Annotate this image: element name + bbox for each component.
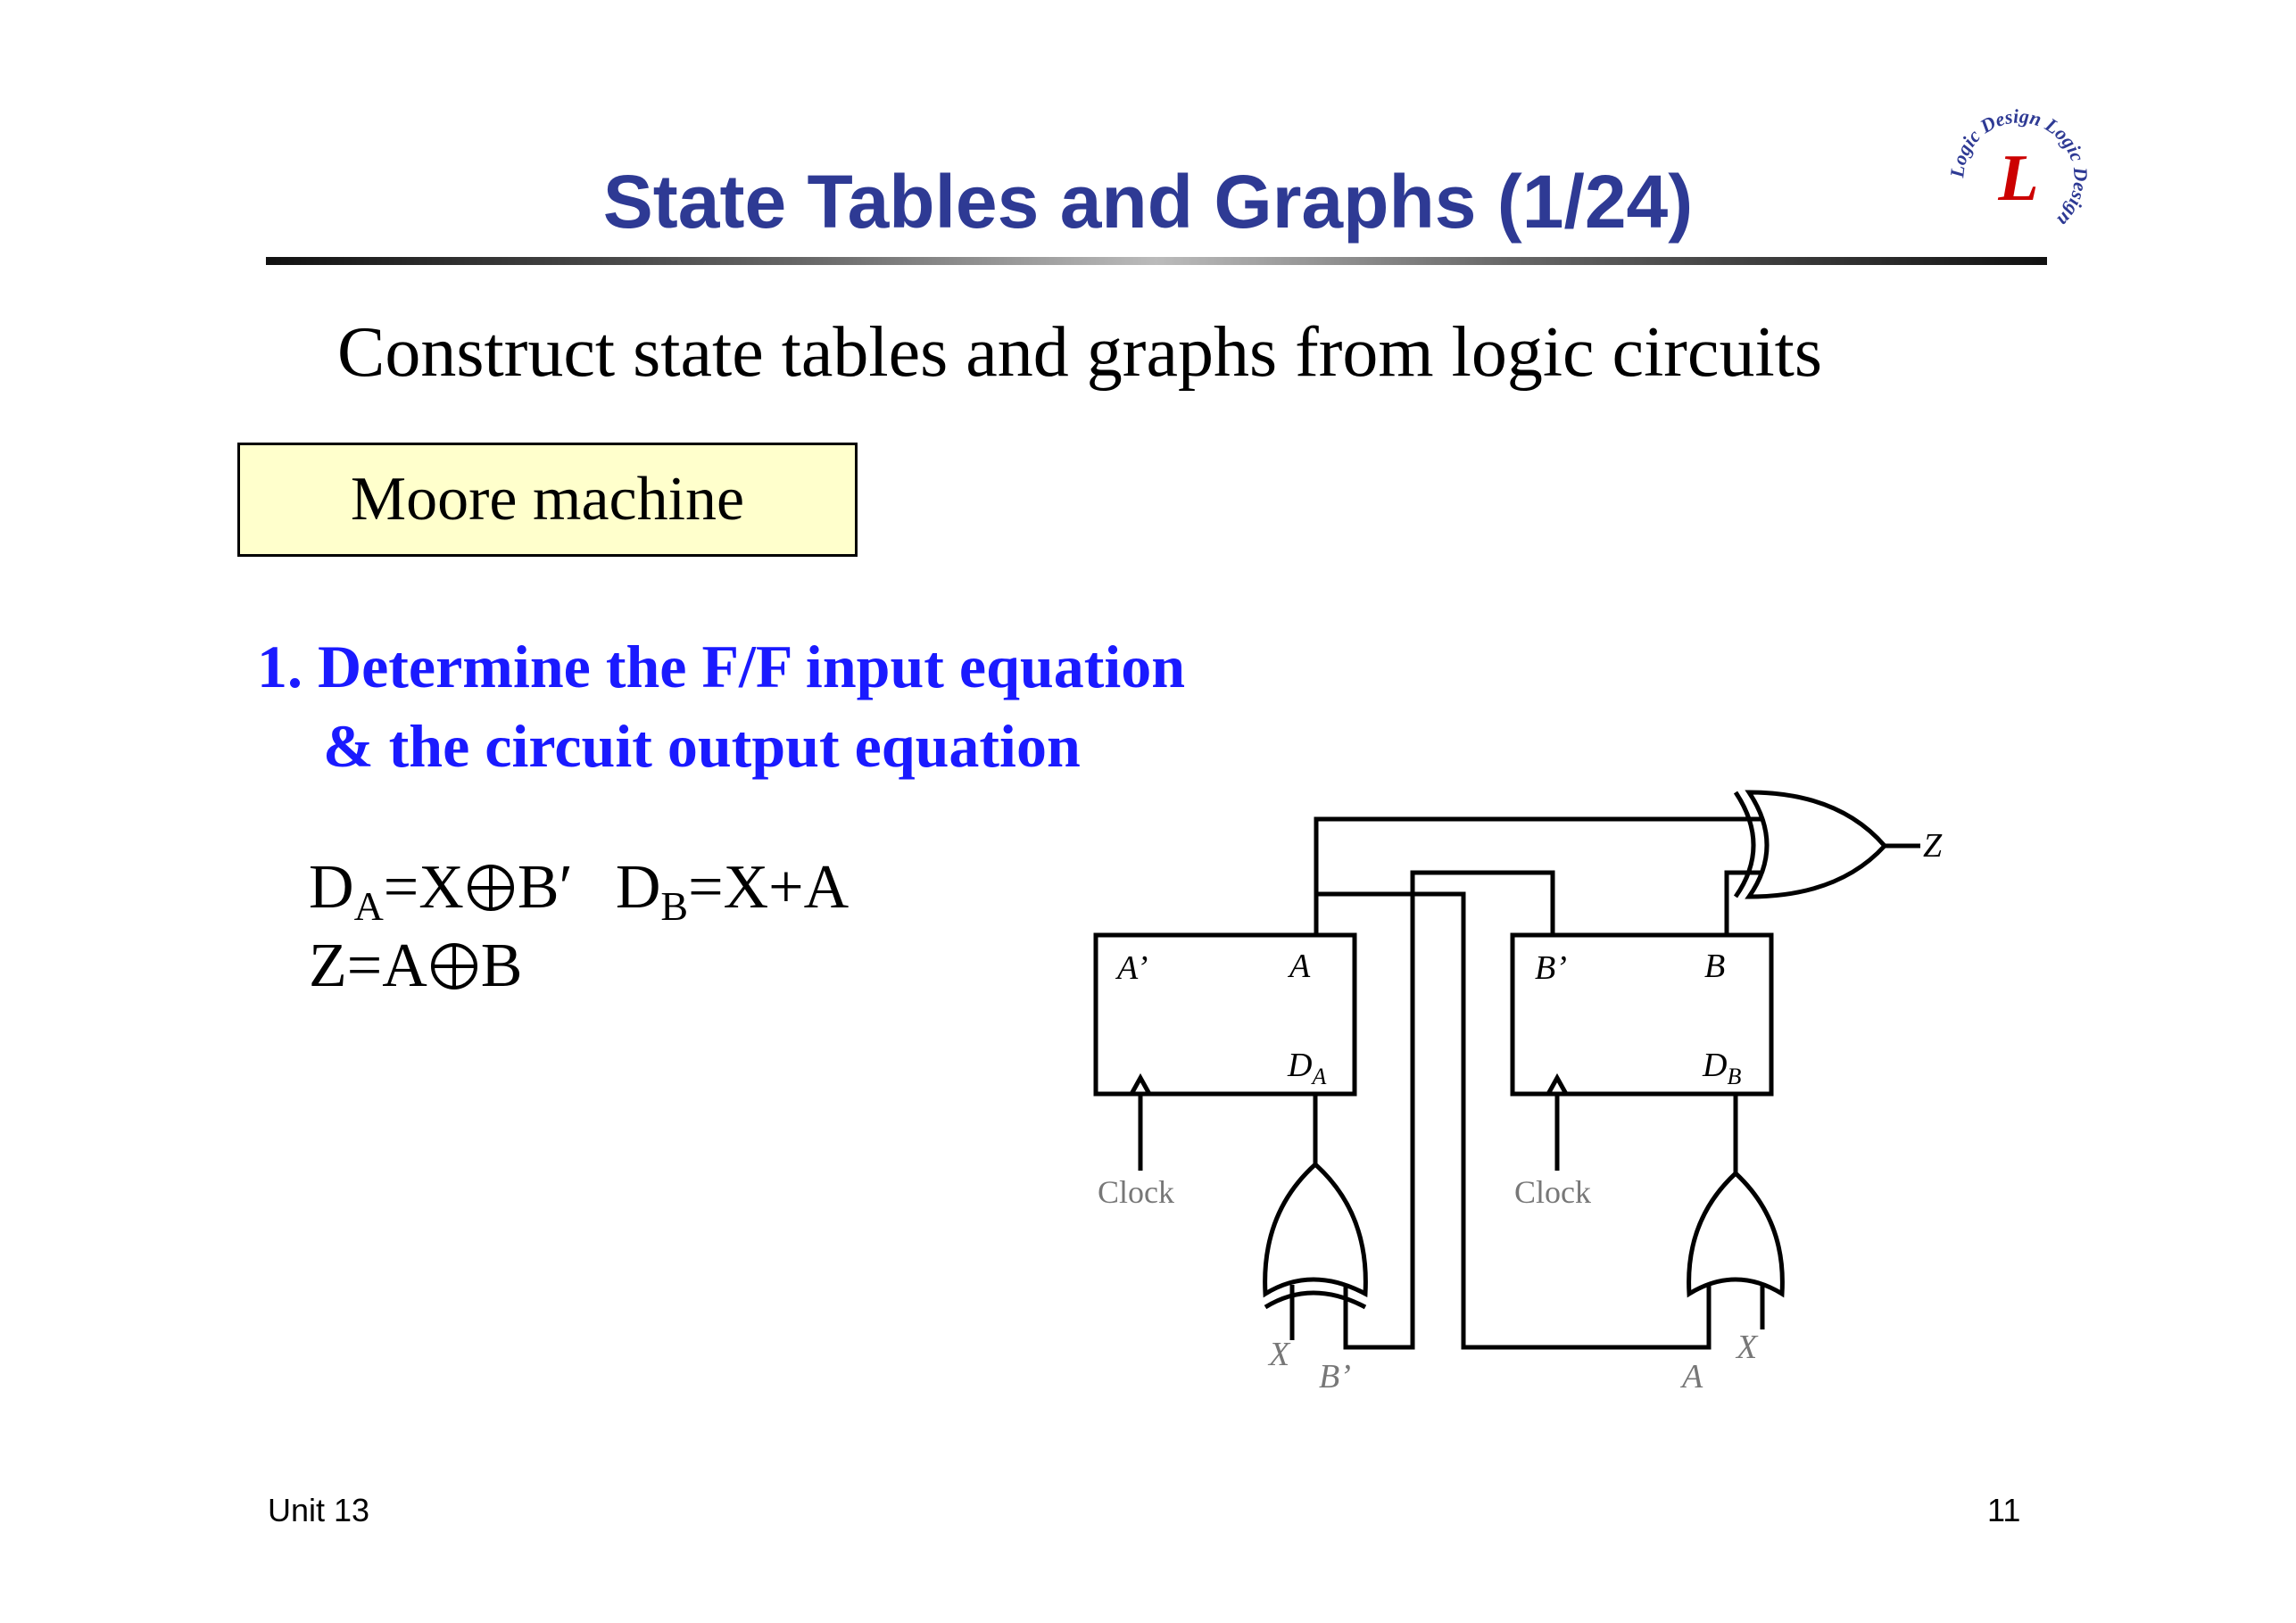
clock-triangle-b: [1548, 1078, 1566, 1094]
logo-letter: L: [1998, 142, 2039, 215]
clock-label-b: Clock: [1514, 1174, 1591, 1210]
ff-a-q-label: A: [1289, 948, 1311, 985]
eq-da-rhs-2: B′: [517, 853, 573, 922]
moore-machine-box: Moore machine: [237, 443, 858, 557]
step-line-2: & the circuit output equation: [323, 712, 1081, 780]
eq-da-sub: A: [353, 883, 384, 929]
page-title: State Tables and Graphs (1/24): [602, 160, 1694, 244]
step-line-1: 1. Determine the F/F input equation: [257, 633, 1186, 700]
input-bprime-label: B’: [1319, 1358, 1351, 1395]
ff-a-d-label: $D_A$: [1288, 1047, 1327, 1089]
xor-gate-da: [1265, 1164, 1366, 1294]
eq-z-lhs: Z=A: [309, 932, 427, 1000]
eq-db-lhs: D: [615, 853, 661, 922]
logo-ring-text: Logic Design Logic Design: [1945, 104, 2093, 232]
footer-unit: Unit 13: [268, 1492, 370, 1528]
footer-page-number: 11: [1987, 1492, 2021, 1528]
eq-z-rhs: B: [480, 932, 523, 1000]
clock-label-a: Clock: [1098, 1174, 1174, 1210]
or-gate-db: [1689, 1173, 1783, 1294]
clock-triangle-a: [1131, 1078, 1149, 1094]
output-z-label: Z: [1923, 827, 1943, 865]
eq-db-rhs: =X+A: [688, 853, 850, 922]
xor-gate-output: [1749, 792, 1885, 897]
eq-db-sub: B: [660, 883, 689, 929]
input-a-label: A: [1682, 1358, 1703, 1395]
input-x-label-b: X: [1737, 1329, 1758, 1366]
input-x-label-a: X: [1269, 1336, 1290, 1373]
wire-a-to-xor: [1316, 819, 1762, 935]
ff-b-q-label: B: [1704, 948, 1726, 985]
wire-bprime: [1346, 873, 1553, 1347]
eq-da-rhs-1: =X: [383, 853, 464, 922]
subtitle: Construct state tables and graphs from logic circuits: [337, 313, 1823, 392]
ff-b-qbar-label: B’: [1535, 949, 1567, 987]
eq-da-lhs: D: [309, 853, 354, 922]
ff-a-qbar-label: A’: [1117, 949, 1148, 987]
ff-b-d-label: $D_B$: [1703, 1047, 1742, 1089]
